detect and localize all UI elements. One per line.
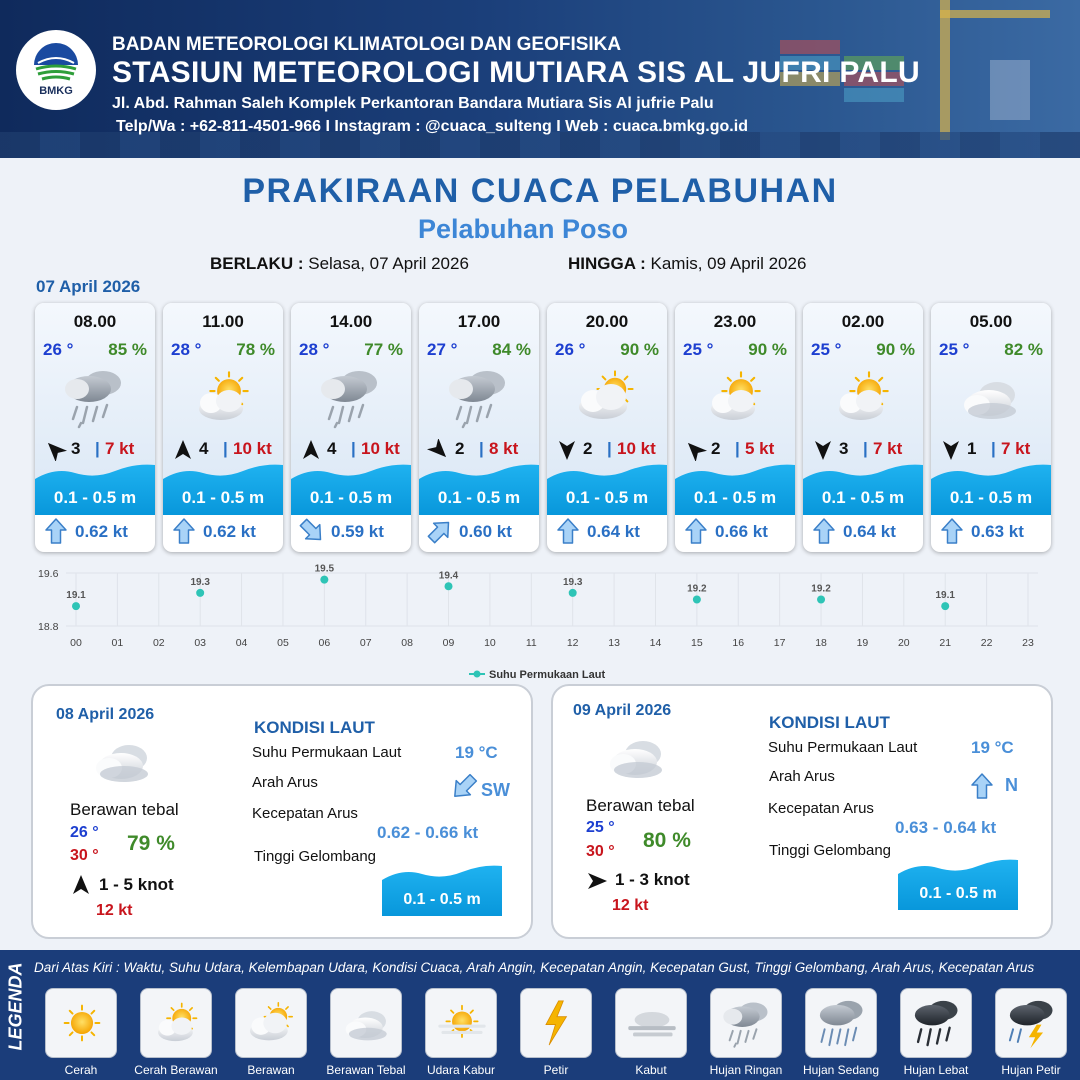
chart-legend-label: Suhu Permukaan Laut	[489, 669, 606, 681]
sea-condition-heading: KONDISI LAUT	[254, 718, 375, 737]
card-wind-speed: 4	[199, 439, 209, 458]
card-temperature: 25 °	[939, 340, 970, 359]
legend-item-label: Berawan	[247, 1063, 295, 1077]
validity-from-value: Selasa, 07 April 2026	[308, 254, 469, 273]
hourly-card	[35, 303, 155, 552]
chart-x-tick-label: 19	[856, 637, 869, 649]
current-speed-label: Kecepatan Arus	[252, 805, 358, 822]
card-humidity: 85 %	[108, 340, 147, 359]
legend-item-label: Hujan Lebat	[903, 1063, 969, 1077]
legend-item-kabut	[615, 988, 687, 1058]
card-temperature: 25 °	[811, 340, 842, 359]
card-gust: 10 kt	[361, 439, 400, 458]
chart-data-point	[320, 576, 328, 584]
chart-data-point	[817, 596, 825, 604]
card-time: 23.00	[713, 312, 757, 331]
current-direction-label: Arah Arus	[769, 768, 835, 785]
weather-icon	[697, 365, 773, 429]
card-humidity: 77 %	[364, 340, 403, 359]
hourly-card	[803, 303, 923, 552]
card-time: 20.00	[585, 312, 629, 331]
chart-x-tick-label: 18	[815, 637, 827, 649]
legend-item-berawan-tebal	[330, 988, 402, 1058]
chart-y-tick-label: 18.8	[38, 621, 59, 633]
station-address: Jl. Abd. Rahman Saleh Komplek Perkantoran Bandara Mutiara Sis Al jufrie Palu	[112, 95, 714, 112]
chart-data-point	[72, 602, 80, 610]
card-humidity: 90 %	[876, 340, 915, 359]
card-humidity: 84 %	[492, 340, 531, 359]
card-gust: 7 kt	[1001, 439, 1031, 458]
current-direction-arrow-icon	[427, 517, 453, 545]
card-current-speed: 0.64 kt	[587, 522, 640, 541]
card-temperature: 26 °	[43, 340, 74, 359]
current-direction-arrow-icon	[811, 517, 837, 545]
chart-data-label: 19.4	[438, 570, 459, 582]
daily-humidity: 79 %	[127, 832, 175, 855]
card-gust: 7 kt	[873, 439, 903, 458]
card-wave-height: 0.1 - 0.5 m	[53, 488, 137, 507]
card-separator: |	[991, 439, 996, 458]
legend-item-label: Kabut	[635, 1063, 667, 1077]
wind-arrow-icon	[297, 439, 325, 461]
validity-to	[568, 254, 806, 274]
legend-item-label: Petir	[543, 1063, 569, 1077]
wind-arrow-icon	[553, 439, 581, 461]
cerah-berawan-icon	[147, 995, 207, 1051]
chart-data-point	[693, 596, 701, 604]
card-wind-speed: 3	[839, 439, 849, 458]
chart-x-tick-label: 16	[732, 637, 745, 649]
legend-item-label: Cerah	[64, 1063, 98, 1077]
thick-cloud-icon	[605, 732, 669, 782]
daily-humidity: 80 %	[643, 829, 691, 852]
hujan-petir-icon	[1002, 995, 1062, 1051]
card-wind-speed: 2	[583, 439, 593, 458]
sea-surface-temperature-chart	[30, 560, 1070, 685]
chart-data-label: 19.3	[190, 576, 210, 588]
card-gust: 8 kt	[489, 439, 519, 458]
card-wind-speed: 1	[967, 439, 977, 458]
wave-height-label: Tinggi Gelombang	[769, 842, 892, 859]
card-separator: |	[863, 439, 868, 458]
sst-label: Suhu Permukaan Laut	[768, 739, 918, 756]
daily-gust: 12 kt	[96, 902, 133, 919]
chart-data-label: 19.2	[811, 583, 831, 595]
daily-condition: Berawan tebal	[70, 800, 179, 819]
sst-label: Suhu Permukaan Laut	[252, 744, 402, 761]
chart-x-tick-label: 07	[359, 637, 372, 649]
card-temperature: 26 °	[555, 340, 586, 359]
daily-temp-min: 25 °	[586, 819, 615, 836]
daily-temp-max: 30 °	[586, 843, 615, 860]
legend-item-label: Udara Kabur	[426, 1063, 496, 1077]
card-wind-speed: 2	[711, 439, 721, 458]
chart-data-point	[941, 602, 949, 610]
card-wave-height: 0.1 - 0.5 m	[821, 488, 905, 507]
card-time: 14.00	[329, 312, 373, 331]
weather-icon	[313, 365, 389, 429]
hourly-card	[675, 303, 795, 552]
current-direction-arrow-icon	[555, 517, 581, 545]
card-separator: |	[95, 439, 100, 458]
legend-item-hujan-sedang	[805, 988, 877, 1058]
card-wave-height: 0.1 - 0.5 m	[565, 488, 649, 507]
card-separator: |	[735, 439, 740, 458]
card-wave-height: 0.1 - 0.5 m	[181, 488, 265, 507]
chart-data-label: 19.1	[935, 590, 955, 602]
chart-x-tick-label: 11	[525, 637, 537, 649]
card-temperature: 25 °	[683, 340, 714, 359]
card-current-speed: 0.59 kt	[331, 522, 384, 541]
legend-item-berawan	[235, 988, 307, 1058]
card-time: 11.00	[202, 312, 244, 331]
chart-x-tick-label: 12	[566, 637, 579, 649]
page-subtitle: Pelabuhan Poso	[417, 214, 629, 244]
chart-data-point	[569, 589, 577, 597]
udara-kabur-icon	[432, 995, 492, 1051]
card-gust: 5 kt	[745, 439, 775, 458]
sst-value: 19 °C	[971, 738, 1014, 757]
chart-data-label: 19.3	[562, 576, 583, 588]
wind-arrow-icon	[41, 439, 69, 461]
weather-icon	[57, 365, 133, 429]
chart-x-tick-label: 15	[691, 637, 703, 649]
card-wind-speed: 3	[71, 439, 81, 458]
legend-item-label: Hujan Ringan	[709, 1063, 783, 1077]
validity-from-label: BERLAKU :	[210, 254, 304, 273]
card-wind-speed: 4	[327, 439, 337, 458]
chart-x-tick-label: 06	[318, 637, 331, 649]
daily-gust: 12 kt	[612, 897, 649, 914]
legend-item-cerah-berawan	[140, 988, 212, 1058]
hourly-card	[163, 303, 283, 552]
wave-height-label: Tinggi Gelombang	[254, 848, 377, 865]
current-direction-value: SW	[481, 780, 510, 800]
card-gust: 10 kt	[617, 439, 656, 458]
petir-icon	[527, 995, 587, 1051]
card-time: 02.00	[841, 312, 885, 331]
chart-x-tick-label: 14	[649, 637, 662, 649]
card-current-speed: 0.60 kt	[459, 522, 512, 541]
weather-icon	[569, 365, 645, 429]
wind-arrow-icon	[169, 439, 197, 461]
daily-date: 09 April 2026	[573, 702, 672, 719]
legend-item-cerah	[45, 988, 117, 1058]
card-wave-height: 0.1 - 0.5 m	[949, 488, 1033, 507]
kabut-icon	[622, 995, 682, 1051]
chart-x-tick-label: 05	[277, 637, 289, 649]
card-temperature: 27 °	[427, 340, 458, 359]
daily-condition: Berawan tebal	[586, 796, 695, 815]
card-humidity: 90 %	[748, 340, 787, 359]
weather-icon	[825, 365, 901, 429]
legend-note: Dari Atas Kiri : Waktu, Suhu Udara, Kelembapan Udara, Kondisi Cuaca, Arah Angin, Kecepatan Angin, Kecepatan Gust, Tinggi Gelombang, Arah Arus, Kecepatan Arus	[34, 960, 1035, 975]
legend-item-hujan-lebat	[900, 988, 972, 1058]
wind-arrow-icon	[586, 870, 608, 892]
sea-condition-heading: KONDISI LAUT	[769, 713, 890, 732]
chart-x-tick-label: 17	[773, 637, 786, 649]
hujan-lebat-icon	[907, 995, 967, 1051]
legend-item-label: Cerah Berawan	[134, 1063, 218, 1077]
chart-data-point	[196, 589, 204, 597]
legend-item-label: Hujan Sedang	[802, 1063, 880, 1077]
daily-date: 08 April 2026	[56, 706, 155, 723]
berawan-icon	[242, 995, 302, 1051]
chart-data-point	[445, 582, 453, 590]
daily-temp-min: 26 °	[70, 824, 99, 841]
validity-to-value: Kamis, 09 April 2026	[650, 254, 807, 273]
hujan-sedang-icon	[812, 995, 872, 1051]
card-time: 17.00	[457, 312, 501, 331]
wind-arrow-icon	[937, 439, 965, 461]
daily-wave-value: 0.1 - 0.5 m	[403, 891, 481, 908]
daily-wind: 1 - 3 knot	[615, 870, 690, 889]
card-wave-height: 0.1 - 0.5 m	[437, 488, 521, 507]
current-speed-value: 0.63 - 0.64 kt	[895, 818, 997, 837]
hujan-ringan-icon	[717, 995, 777, 1051]
card-temperature: 28 °	[171, 340, 202, 359]
card-wave-height: 0.1 - 0.5 m	[309, 488, 393, 507]
card-humidity: 90 %	[620, 340, 659, 359]
chart-x-tick-label: 08	[401, 637, 413, 649]
hourly-card	[931, 303, 1051, 552]
card-separator: |	[607, 439, 612, 458]
current-direction-arrow-icon	[449, 772, 479, 802]
daily-wave-value: 0.1 - 0.5 m	[919, 885, 997, 902]
legend-item-label: Berawan Tebal	[326, 1063, 406, 1077]
current-direction-arrow-icon	[969, 772, 995, 800]
current-direction-label: Arah Arus	[252, 774, 318, 791]
weather-icon	[185, 365, 261, 429]
validity-from	[210, 254, 469, 274]
card-separator: |	[223, 439, 228, 458]
chart-data-label: 19.1	[66, 590, 86, 602]
card-humidity: 82 %	[1004, 340, 1043, 359]
logo-text: BMKG	[39, 85, 73, 97]
chart-x-tick-label: 01	[111, 637, 124, 649]
chart-x-tick-label: 23	[1022, 637, 1034, 649]
card-current-speed: 0.62 kt	[203, 522, 256, 541]
chart-x-tick-label: 20	[897, 637, 910, 649]
thick-cloud-icon	[91, 736, 155, 786]
bmkg-logo	[16, 30, 96, 110]
chart-x-tick-label: 10	[484, 637, 496, 649]
wind-arrow-icon	[681, 439, 709, 461]
chart-x-tick-label: 00	[70, 637, 82, 649]
card-gust: 7 kt	[105, 439, 135, 458]
current-direction-arrow-icon	[171, 517, 197, 545]
hourly-card	[419, 303, 539, 552]
sst-value: 19 °C	[455, 743, 498, 762]
daily-wind: 1 - 5 knot	[99, 875, 174, 894]
card-separator: |	[351, 439, 356, 458]
chart-data-label: 19.2	[687, 583, 707, 595]
legend-item-udara-kabur	[425, 988, 497, 1058]
bmkg-logo-icon	[28, 43, 84, 83]
chart-x-tick-label: 22	[980, 637, 993, 649]
chart-x-tick-label: 13	[608, 637, 620, 649]
card-temperature: 28 °	[299, 340, 330, 359]
current-direction-arrow-icon	[683, 517, 709, 545]
chart-legend-marker	[474, 671, 481, 678]
hourly-card	[291, 303, 411, 552]
chart-x-tick-label: 03	[194, 637, 207, 649]
station-contact: Telp/Wa : +62-811-4501-966 I Instagram : @cuaca_sulteng I Web : cuaca.bmkg.go.id	[116, 118, 748, 135]
current-direction-arrow-icon	[939, 517, 965, 545]
daily-temp-max: 30 °	[70, 847, 99, 864]
legend-item-hujan-petir	[995, 988, 1067, 1058]
card-current-speed: 0.63 kt	[971, 522, 1024, 541]
chart-x-tick-label: 21	[939, 637, 952, 649]
current-direction-arrow-icon	[43, 517, 69, 545]
daily-panel-day3	[551, 684, 1053, 939]
chart-x-tick-label: 09	[442, 637, 455, 649]
wind-arrow-icon	[70, 874, 92, 896]
card-separator: |	[479, 439, 484, 458]
current-speed-label: Kecepatan Arus	[768, 800, 874, 817]
card-current-speed: 0.62 kt	[75, 522, 128, 541]
cerah-icon	[52, 995, 112, 1051]
card-humidity: 78 %	[236, 340, 275, 359]
card-wind-speed: 2	[455, 439, 465, 458]
legend-item-label: Hujan Petir	[1001, 1063, 1061, 1077]
chart-x-tick-label: 02	[152, 637, 165, 649]
chart-data-label: 19.5	[314, 563, 335, 575]
current-speed-value: 0.62 - 0.66 kt	[377, 823, 479, 842]
legend-item-petir	[520, 988, 592, 1058]
weather-icon	[953, 365, 1029, 429]
station-name: STASIUN METEOROLOGI MUTIARA SIS AL JUFRI PALU	[112, 56, 920, 89]
chart-y-tick-label: 19.6	[38, 568, 59, 580]
page-title: PRAKIRAAN CUACA PELABUHAN	[242, 172, 838, 210]
legend-item-hujan-ringan	[710, 988, 782, 1058]
card-time: 05.00	[969, 312, 1013, 331]
current-direction-arrow-icon	[299, 517, 325, 545]
berawan-tebal-icon	[337, 995, 397, 1051]
card-current-speed: 0.64 kt	[843, 522, 896, 541]
wind-arrow-icon	[809, 439, 837, 461]
chart-x-tick-label: 04	[235, 637, 248, 649]
current-direction-value: N	[1005, 775, 1018, 795]
weather-icon	[441, 365, 517, 429]
daily-panel-day2	[31, 684, 533, 939]
agency-name: BADAN METEOROLOGI KLIMATOLOGI DAN GEOFISIKA	[112, 34, 622, 55]
card-time: 08.00	[73, 312, 117, 331]
day1-date: 07 April 2026	[36, 277, 141, 296]
hourly-card	[547, 303, 667, 552]
card-current-speed: 0.66 kt	[715, 522, 768, 541]
validity-to-label: HINGGA :	[568, 254, 646, 273]
legend-title: LEGENDA	[5, 962, 26, 1051]
header-banner	[0, 0, 1080, 158]
card-gust: 10 kt	[233, 439, 272, 458]
wind-arrow-icon	[425, 439, 453, 461]
card-wave-height: 0.1 - 0.5 m	[693, 488, 777, 507]
